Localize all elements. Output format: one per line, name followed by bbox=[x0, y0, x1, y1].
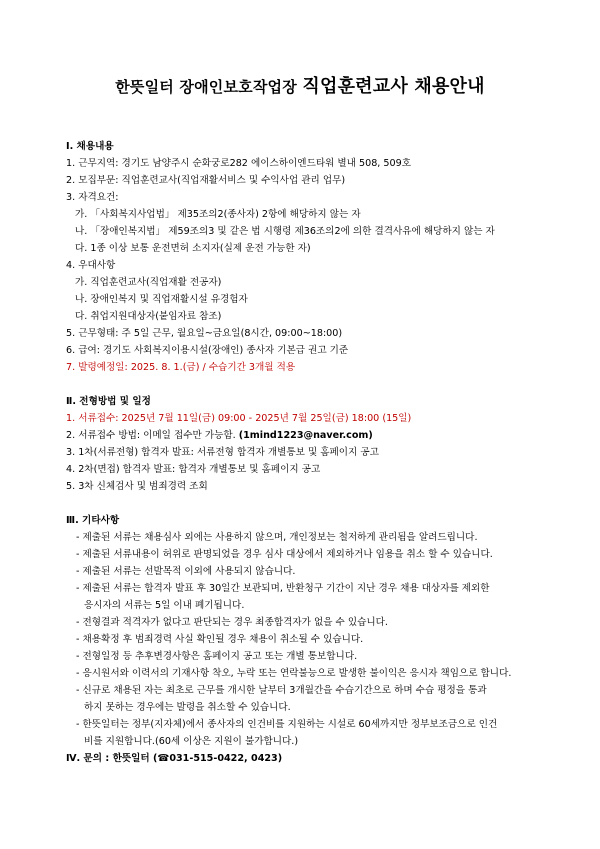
section1-item-4: 4. 우대사항 bbox=[66, 260, 116, 271]
section2-item-3: 3. 1차(서류전형) 합격자 발표: 서류전형 합격자 개별통보 및 홈페이지 공고 bbox=[66, 447, 379, 458]
title-organization: 한뜻일터 장애인보호작업장 bbox=[115, 78, 297, 96]
note-2: - 제출된 서류내용이 허위로 판명되었을 경우 심사 대상에서 제외하거나 임용을 취소 할 수 있습니다. bbox=[76, 549, 493, 560]
note-8: - 응시원서와 이력서의 기재사항 착오, 누락 또는 연락불능으로 발생한 불이익은 응시자 책임으로 합니다. bbox=[76, 668, 512, 679]
section1-item-5: 5. 근무형태: 주 5일 근무, 월요일~금요일(8시간, 09:00~18:00) bbox=[66, 328, 343, 339]
preference-ga: 가. 직업훈련교사(직업재활 전공자) bbox=[75, 277, 222, 288]
note-7: - 전형일정 등 추후변경사항은 홈페이지 공고 또는 개별 통보합니다. bbox=[76, 651, 358, 662]
note-9: - 신규로 채용된 자는 최초로 근무를 개시한 날부터 3개월간을 수습기간으로 하며 수습 평정을 통과 bbox=[76, 685, 487, 696]
note-4-continued: 응시자의 서류는 5일 이내 폐기됩니다. bbox=[84, 600, 245, 611]
application-method: 2. 서류접수 방법: 이메일 접수만 가능함. bbox=[66, 430, 239, 441]
page-title bbox=[0, 72, 600, 98]
section1-item-3: 3. 자격요건: bbox=[66, 192, 119, 203]
note-5: - 전형결과 적격자가 없다고 판단되는 경우 최종합격자가 없을 수 있습니다. bbox=[76, 617, 388, 628]
section4-contact: Ⅳ. 문의 : 한뜻일터 (☎031-515-0422, 0423) bbox=[66, 753, 283, 764]
section1-item-6: 6. 급여: 경기도 사회복지이용시설(장애인) 종사자 기본급 권고 기준 bbox=[66, 345, 349, 356]
section2-item-2 bbox=[66, 427, 546, 444]
section2-heading: Ⅱ. 전형방법 및 일정 bbox=[66, 396, 151, 407]
qualification-da: 다. 1종 이상 보통 운전면허 소지자(실제 운전 가능한 자) bbox=[75, 243, 311, 254]
note-10-continued: 비를 지원합니다.(60세 이상은 지원이 불가합니다.) bbox=[84, 736, 299, 747]
qualification-ga: 가. 「사회복지사업법」 제35조의2(종사자) 2항에 해당하지 않는 자 bbox=[75, 209, 361, 220]
note-9-continued: 하지 못하는 경우에는 발령을 취소할 수 있습니다. bbox=[84, 702, 291, 713]
section2-item-5: 5. 3차 신체검사 및 범죄경력 조회 bbox=[66, 481, 208, 492]
section2-item-1: 1. 서류접수: 2025년 7월 11일(금) 09:00 - 2025년 7월 25일(금) 18:00 (15일) bbox=[66, 413, 412, 424]
note-4: - 제출된 서류는 합격자 발표 후 30일간 보관되며, 반환청구 기간이 지난 경우 채용 대상자를 제외한 bbox=[76, 583, 490, 594]
section1-item-2: 2. 모집부문: 직업훈련교사(직업재활서비스 및 수익사업 관리 업무) bbox=[66, 175, 346, 186]
preference-da: 다. 취업지원대상자(붙임자료 참조) bbox=[75, 311, 222, 322]
section1-item-7: 7. 발령예정일: 2025. 8. 1.(금) / 수습기간 3개월 적용 bbox=[66, 362, 296, 373]
section3-heading: Ⅲ. 기타사항 bbox=[66, 515, 120, 526]
note-1: - 제출된 서류는 채용심사 외에는 사용하지 않으며, 개인정보는 철저하게 관리됨을 알려드립니다. bbox=[76, 532, 478, 543]
section2-item-4: 4. 2차(면접) 합격자 발표: 합격자 개별통보 및 홈페이지 공고 bbox=[66, 464, 321, 475]
document-body bbox=[66, 138, 546, 767]
note-3: - 제출된 서류는 선발목적 이외에 사용되지 않습니다. bbox=[76, 566, 296, 577]
section1-heading: Ⅰ. 채용내용 bbox=[66, 141, 114, 152]
application-email: (1mind1223@naver.com) bbox=[238, 430, 373, 441]
title-main: 직업훈련교사 채용안내 bbox=[302, 76, 485, 97]
section1-item-1: 1. 근무지역: 경기도 남양주시 순화궁로282 에이스하이엔드타워 별내 508, 509호 bbox=[66, 158, 411, 169]
preference-na: 나. 장애인복지 및 직업재활시설 유경험자 bbox=[75, 294, 248, 305]
note-6: - 채용확정 후 범죄경력 사실 확인될 경우 채용이 취소될 수 있습니다. bbox=[76, 634, 364, 645]
note-10: - 한뜻일터는 정부(지자체)에서 종사자의 인건비를 지원하는 시설로 60세까지만 정부보조금으로 인건 bbox=[76, 719, 498, 730]
qualification-na: 나. 「장애인복지법」 제59조의3 및 같은 법 시행령 제36조의2에 의한 결격사유에 해당하지 않는 자 bbox=[75, 226, 495, 237]
